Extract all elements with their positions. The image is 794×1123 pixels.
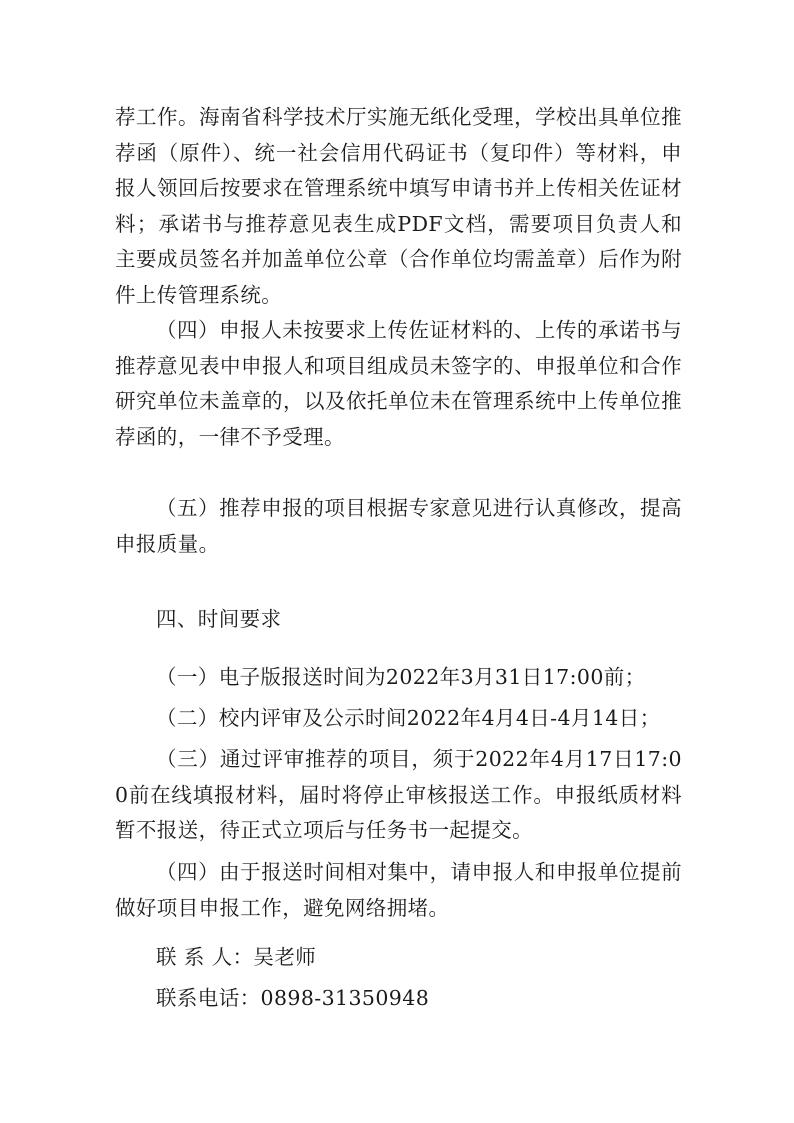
contact-phone: 联系电话：0898-31350948: [156, 986, 430, 1010]
paragraph-item-four-rejection: （四）申报人未按要求上传佐证材料的、上传的承诺书与推荐意见表中申报人和项目组成员未签字的、申报单位和合作研究单位未盖章的，以及依托单位未在管理系统中上传单位推荐函的，一律不予受理。: [115, 318, 682, 449]
time-item-one: （一）电子版报送时间为2022年3月31日17:00前；: [156, 665, 646, 689]
section-heading-time-requirements: 四、时间要求: [156, 607, 282, 631]
time-item-two: （二）校内评审及公示时间2022年4月4日-4月14日；: [156, 706, 661, 730]
contact-person: 联 系 人：吴老师: [156, 945, 317, 969]
paragraph-item-five-revision: （五）推荐申报的项目根据专家意见进行认真修改，提高申报质量。: [115, 496, 682, 556]
time-item-four: （四）由于报送时间相对集中，请申报人和申报单位提前做好项目申报工作，避免网络拥堵。: [115, 860, 682, 920]
time-item-three: （三）通过评审推荐的项目，须于2022年4月17日17:00前在线填报材料，届时将停止审核报送工作。申报纸质材料暂不报送，待正式立项后与任务书一起提交。: [115, 747, 682, 842]
paragraph-submission-process: 荐工作。海南省科学技术厅实施无纸化受理，学校出具单位推荐函（原件）、统一社会信用代码证书（复印件）等材料，申报人领回后按要求在管理系统中填写申请书并上传相关佐证材料；承诺书与推荐意见表生成PDF文档，需要项目负责人和主要成员签名并加盖单位公章（合作单位均需盖章）后作为附件上传管理系统。: [115, 105, 682, 307]
